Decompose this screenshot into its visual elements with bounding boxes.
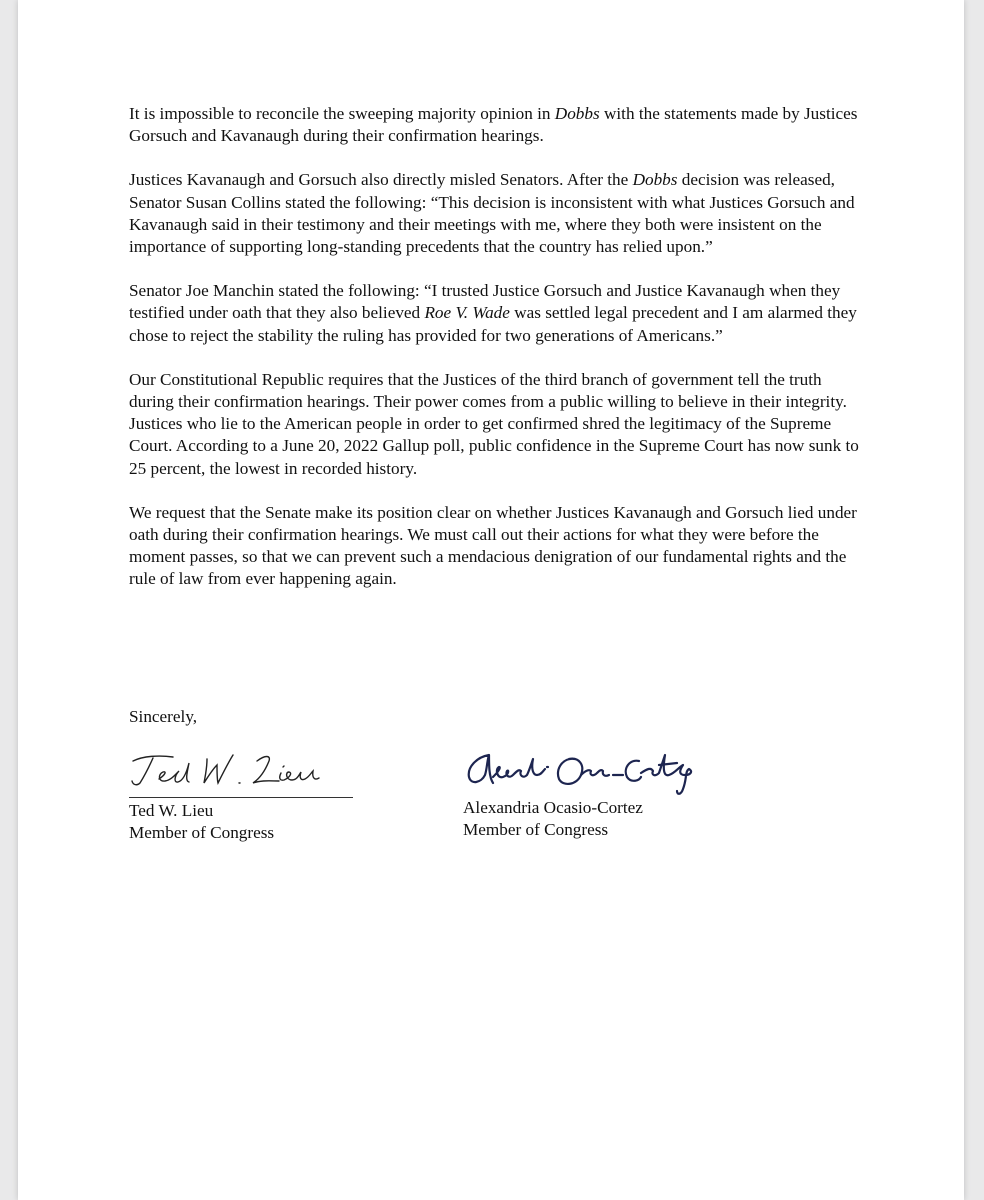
- paragraph-text: with the statements made by Justices Gorsuch and Kavanaugh during their confirmation hearings.: [129, 104, 858, 146]
- letter-paragraph-1: [129, 103, 869, 147]
- paragraph-text: Senator Joe Manchin stated the following: “I trusted Justice Gorsuch and Justice Kavanaugh when they testified under oath that they also believed: [129, 281, 841, 323]
- signature-block-ocasio-cortez: [463, 745, 723, 841]
- signer-title-ocasio-cortez: Member of Congress: [463, 820, 609, 839]
- signer-name-lieu: Ted W. Lieu: [129, 801, 214, 820]
- italic-case-name: Dobbs: [632, 170, 678, 190]
- letter-paragraph-3: [129, 280, 869, 347]
- signature-lieu-handwriting: [129, 745, 353, 797]
- paragraph-text: It is impossible to reconcile the sweeping majority opinion in: [129, 104, 555, 123]
- letter-body: [129, 103, 869, 613]
- letter-page: [18, 0, 964, 1200]
- italic-case-name: Dobbs: [554, 104, 600, 123]
- letter-paragraph-5: [129, 502, 869, 591]
- paragraph-text: decision was released, Senator Susan Collins stated the following: “This decision is inconsistent with what Justices Gorsuch and Kavanaugh said in their testimony and their meetings with me, where they both were insistent on the importance of supporting long-standing precedents that the country has relied upon.”: [129, 170, 855, 257]
- signature-line-lieu: [129, 797, 353, 798]
- letter-paragraph-2: [129, 169, 869, 258]
- letter-paragraph-4: [129, 369, 869, 480]
- signature-ocasio-cortez-handwriting: [463, 745, 723, 797]
- paragraph-text: Justices Kavanaugh and Gorsuch also directly misled Senators. After the: [129, 170, 633, 190]
- paragraph-text: was settled legal precedent and I am alarmed they chose to reject the stability the ruling has provided for two generations of Americans.”: [129, 303, 857, 345]
- signer-name-ocasio-cortez: Alexandria Ocasio-Cortez: [463, 798, 643, 817]
- closing-salutation: Sincerely,: [129, 707, 198, 726]
- paragraph-text: Our Constitutional Republic requires that the Justices of the third branch of government tell the truth during their confirmation hearings. Their power comes from a public willing to believe in their integrity. Justices who lie to the American people in order to get confirmed shred the legitimacy of the Supreme Court. According to a June 20, 2022 Gallup poll, public confidence in the Supreme Court has now sunk to 25 percent, the lowest in recorded history.: [129, 369, 859, 478]
- signature-block-lieu: [129, 745, 353, 844]
- italic-case-name: Roe V. Wade: [424, 303, 510, 323]
- paragraph-text: We request that the Senate make its position clear on whether Justices Kavanaugh and Gorsuch lied under oath during their confirmation hearings. We must call out their actions for what they were before the moment passes, so that we can prevent such a mendacious denigration of our fundamental rights and the rule of law from ever happening again.: [129, 502, 857, 589]
- signer-title-lieu: Member of Congress: [129, 823, 275, 842]
